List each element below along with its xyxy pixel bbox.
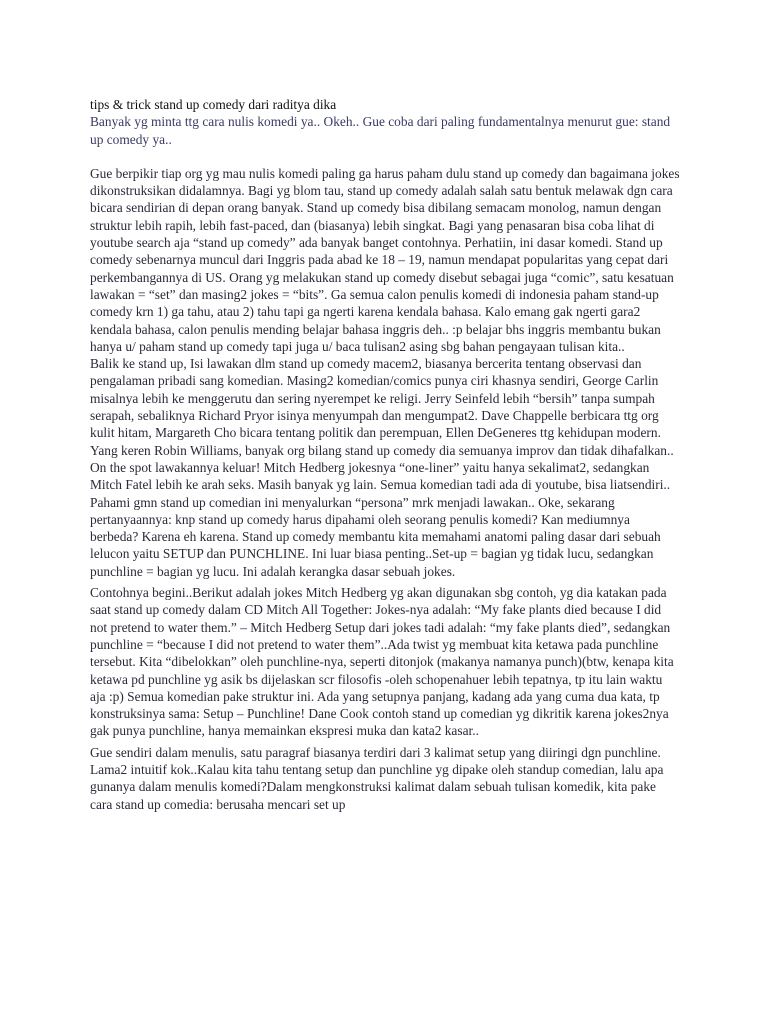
paragraph-writing-method: Gue sendiri dalam menulis, satu paragraf biasanya terdiri dari 3 kalimat setup yang diiringi dgn punchline. Lama2 intuitif kok..Kalau kita tahu tentang setup dan punchline yg dipake oleh standup comedian, lalu apa gunanya dalam menulis komedi?Dalam mengkonstruksi kalimat dalam sebuah tulisan komedik, kita pake cara stand up comedia: berusaha mencari set up: [90, 744, 664, 812]
intro-paragraph: Banyak yg minta ttg cara nulis komedi ya.. Okeh.. Gue coba dari paling fundamentalnya menurut gue: stand up comedy ya..: [90, 114, 671, 147]
document-title: tips & trick stand up comedy dari raditya dika: [90, 97, 337, 112]
paragraph-comedians: Balik ke stand up, Isi lawakan dlm stand up comedy macem2, biasanya bercerita tentang observasi dan pengalaman pribadi sang komedian. Masing2 komedian/comics punya ciri khasnya sendiri, George Carlin misalnya lebih ke menggerutu dan sering nyerempet ke religi. Jerry Seinfeld lebih “bersih” tanpa sumpah serapah, sebaliknya Richard Pryor isinya menyumpah dan mengumpat2. Dave Chappelle berbicara ttg org kulit hitam, Margareth Cho bicara tentang politik dan perempuan, Ellen DeGeneres ttg kehidupan modern. Yang keren Robin Williams, banyak org bilang stand up comedy dia semuanya improv dan tidak dihafalkan.. On the spot lawakannya keluar! Mitch Hedberg jokesnya “one-liner” yaitu hanya sekalimat2, sedangkan Mitch Fatel lebih ke arah seks. Masih banyak yg lain. Semua komedian tadi ada di youtube, bisa liatsendiri.. Pahami gmn stand up comedian ini menyalurkan “persona” mrk menjadi lawakan.. Oke, sekarang pertanyaannya: knp stand up comedy harus dipahami oleh seorang penulis komedi? Kan mediumnya berbeda? Karena eh karena. Stand up comedy membantu kita memahami anatomi paling dasar dari sebuah lelucon yaitu SETUP dan PUNCHLINE. Ini luar biasa penting..Set-up = bagian yg tidak lucu, sedangkan punchline = bagian yg lucu. Ini adalah kerangka dasar sebuah jokes.: [90, 356, 674, 579]
paragraph-stand-up-definition: Gue berpikir tiap org yg mau nulis komedi paling ga harus paham dulu stand up comedy dan bagaimana jokes dikonstruksikan didalamnya. Bagi yg blom tau, stand up comedy adalah salah satu bentuk melawak dgn cara bicara sendirian di depan orang banyak. Stand up comedy bisa dibilang semacam monolog, namun dengan struktur lebih rapih, lebih fast-paced, dan (biasanya) lebih singkat. Bagi yang penasaran bisa coba lihat di youtube search aja “stand up comedy” ada banyak banget contohnya. Perhatiin, ini dasar komedi. Stand up comedy sebenarnya muncul dari Inggris pada abad ke 18 – 19, namun mendapat popularitas yang cepat dari perkembangannya di US. Orang yg melakukan stand up comedy disebut sebagai juga “comic”, satu kesatuan lawakan = “set” dan masing2 jokes = “bits”. Ga semua calon penulis komedi di indonesia paham stand-up comedy krn 1) ga tahu, atau 2) tahu tapi ga ngerti karena kendala bahasa. Kalo emang gak ngerti gara2 kendala bahasa, calon penulis mending belajar bahasa inggris deh.. :p belajar bhs inggris membantu bukan hanya u/ paham stand up comedy tapi juga u/ baca tulisan2 asing sbg bahan pengayaan tulisan kita..: [90, 165, 680, 354]
paragraph-example-joke: Contohnya begini..Berikut adalah jokes Mitch Hedberg yg akan digunakan sbg contoh, yg dia katakan pada saat stand up comedy dalam CD Mitch All Together: Jokes-nya adalah: “My fake plants died because I did not pretend to water them.” – Mitch Hedberg Setup dari jokes tadi adalah: “my fake plants died”, sedangkan punchline = “because I did not pretend to water them”..Ada twist yg membuat kita ketawa pada punchline tersebut. Kita “dibelokkan” oleh punchline-nya, seperti ditonjok (makanya namanya punch)(btw, kenapa kita ketawa pd punchline yg asik bs dijelaskan scr filosofis -oleh schopenahuer lebih tepatnya, tp itu lain waktu aja :p) Semua komedian pake struktur ini. Ada yang setupnya panjang, kadang ada yang cuma dua kata, tp konstruksinya sama: Setup – Punchline! Dane Cook contoh stand up comedian yg dikritik karena jokes2nya gak punya punchline, hanya memainkan ekspresi muka dan kata2 kasar..: [90, 585, 674, 739]
document-body: [90, 96, 680, 813]
